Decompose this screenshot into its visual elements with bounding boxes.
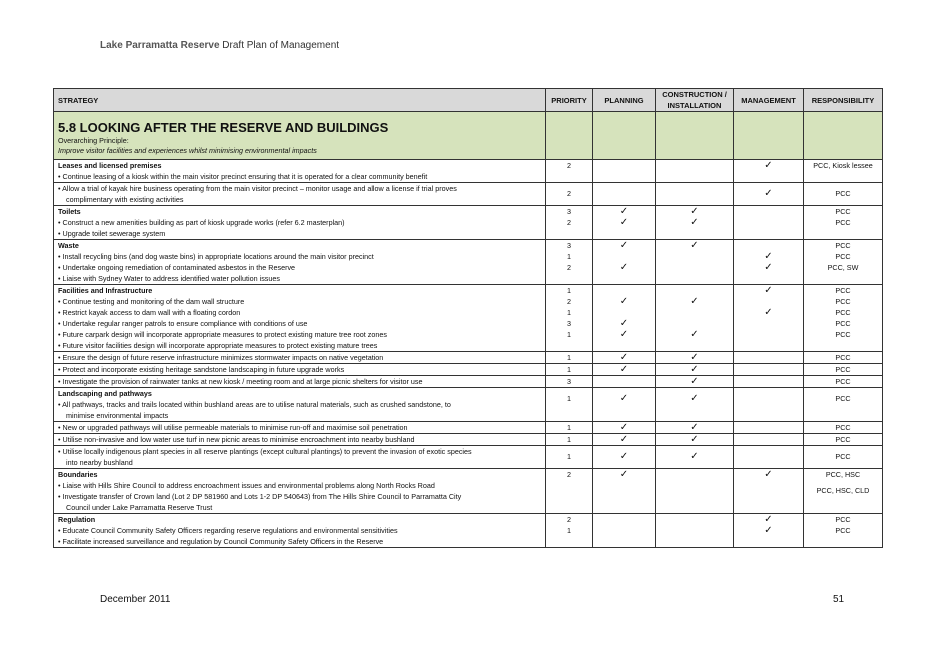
- responsibility-value: PCC, HSC: [825, 470, 861, 479]
- tick-cell: [656, 240, 734, 285]
- responsibility-cell: [804, 376, 883, 388]
- check-icon: ✓: [690, 422, 699, 433]
- responsibility-value: PCC: [835, 297, 851, 306]
- priority-value: 1: [567, 435, 571, 444]
- table-header-row: [54, 89, 883, 112]
- responsibility-cell: [804, 206, 883, 240]
- check-icon: ✓: [619, 240, 629, 251]
- planning-tick: [597, 525, 651, 536]
- tick-cell: [593, 434, 656, 446]
- strategy-item: • Future carpark design will incorporate appropriate measures to protect existing mature tree root zones: [58, 329, 541, 340]
- strategy-item: • Restrict kayak access to dam wall with a floating cordon: [58, 307, 541, 318]
- section-row: [54, 112, 883, 160]
- management-tick: [738, 446, 799, 468]
- responsibility-value: PCC: [835, 189, 851, 198]
- group-title: Facilities and Infrastructure: [58, 286, 153, 295]
- section-cell: [54, 112, 546, 160]
- responsibility-cell: [804, 352, 883, 364]
- priority-value: 3: [567, 319, 571, 328]
- check-icon: ✓: [764, 469, 773, 480]
- check-icon: ✓: [690, 364, 699, 375]
- management-tick: [738, 318, 799, 329]
- col-construction-line1: CONSTRUCTION /: [662, 90, 727, 99]
- tick-cell: [734, 376, 804, 388]
- construction-tick: [660, 251, 729, 262]
- strategy-cell: [54, 240, 546, 285]
- priority-cell: [546, 240, 593, 285]
- tick-cell: [734, 422, 804, 434]
- col-priority: PRIORITY: [546, 89, 593, 112]
- strategy-item: • Continue leasing of a kiosk within the main visitor precinct ensuring that it is operated for a clear community benefit: [58, 171, 541, 182]
- priority-value: 1: [567, 353, 571, 362]
- check-icon: ✓: [619, 393, 629, 404]
- responsibility-value: PCC: [835, 252, 851, 261]
- responsibility-value: PCC: [835, 207, 851, 216]
- tick-cell: [734, 285, 804, 352]
- strategy-cell: [54, 514, 546, 548]
- strategy-cell: [54, 160, 546, 183]
- section-empty-cell: [804, 112, 883, 160]
- check-icon: ✓: [764, 188, 773, 199]
- tick-cell: [656, 206, 734, 240]
- check-icon: ✓: [690, 217, 699, 228]
- priority-cell: [546, 434, 593, 446]
- tick-cell: [593, 469, 656, 514]
- priority-cell: [546, 352, 593, 364]
- management-tick: [738, 434, 799, 445]
- group-title: Regulation: [58, 515, 96, 524]
- priority-value: 2: [567, 218, 571, 227]
- responsibility-cell: [804, 160, 883, 183]
- planning-tick: [597, 285, 651, 296]
- strategy-item: • Upgrade toilet sewerage system: [58, 228, 541, 239]
- priority-cell: [546, 206, 593, 240]
- check-icon: ✓: [619, 469, 629, 480]
- priority-value: 2: [567, 161, 571, 170]
- priority-value: 1: [567, 526, 571, 535]
- table-row: [54, 240, 883, 285]
- strategy-cell: [54, 206, 546, 240]
- responsibility-cell: [804, 285, 883, 352]
- tick-cell: [593, 285, 656, 352]
- responsibility-value: PCC: [835, 423, 851, 432]
- strategy-item: • Educate Council Community Safety Officers regarding reserve regulations and environmental sensitivities: [58, 525, 541, 536]
- tick-cell: [734, 469, 804, 514]
- check-icon: ✓: [690, 352, 699, 363]
- priority-value: 2: [567, 189, 571, 198]
- table-row: [54, 364, 883, 376]
- section-principle: Improve visitor facilities and experiences whilst minimising environmental impacts: [58, 146, 317, 155]
- header-reserve-name: Lake Parramatta Reserve: [100, 40, 220, 51]
- strategy-item: • Liaise with Hills Shire Council to address encroachment issues and environmental problems along North Rocks Road: [58, 480, 541, 491]
- check-icon: ✓: [690, 296, 699, 307]
- construction-tick: [660, 514, 729, 525]
- group-title: Boundaries: [58, 470, 98, 479]
- tick-cell: [656, 364, 734, 376]
- strategy-item: • New or upgraded pathways will utilise permeable materials to minimise run-off and maximise soil penetration: [58, 422, 541, 433]
- strategy-table: [53, 88, 883, 548]
- responsibility-value: PCC: [835, 452, 851, 461]
- col-construction-line2: INSTALLATION: [667, 101, 722, 110]
- priority-value: 3: [567, 207, 571, 216]
- priority-value: 1: [567, 330, 571, 339]
- check-icon: ✓: [619, 262, 629, 273]
- priority-value: 2: [567, 515, 571, 524]
- priority-cell: [546, 160, 593, 183]
- table-row: [54, 446, 883, 469]
- check-icon: ✓: [690, 240, 699, 251]
- section-empty-cell: [656, 112, 734, 160]
- tick-cell: [656, 388, 734, 422]
- priority-cell: [546, 446, 593, 469]
- tick-cell: [734, 206, 804, 240]
- check-icon: ✓: [619, 217, 629, 228]
- priority-value: 3: [567, 241, 571, 250]
- responsibility-cell: [804, 388, 883, 422]
- strategy-item: • Install recycling bins (and dog waste bins) in appropriate locations around the main visitor precinct: [58, 251, 541, 262]
- construction-tick: [660, 469, 729, 480]
- check-icon: ✓: [690, 451, 699, 462]
- responsibility-cell: [804, 469, 883, 514]
- strategy-item-continuation: complimentary with existing activities: [66, 195, 184, 204]
- priority-cell: [546, 388, 593, 422]
- check-icon: ✓: [764, 514, 773, 525]
- tick-cell: [734, 240, 804, 285]
- management-tick: [738, 296, 799, 307]
- strategy-cell: [54, 285, 546, 352]
- table-row: [54, 352, 883, 364]
- tick-cell: [593, 160, 656, 183]
- responsibility-value: PCC: [835, 241, 851, 250]
- responsibility-cell: [804, 183, 883, 206]
- strategy-item: • Liaise with Sydney Water to address identified water pollution issues: [58, 273, 541, 284]
- col-management: MANAGEMENT: [734, 89, 804, 112]
- planning-tick: [597, 251, 651, 262]
- priority-cell: [546, 469, 593, 514]
- construction-tick: [660, 525, 729, 536]
- section-empty-cell: [593, 112, 656, 160]
- responsibility-value: PCC: [835, 353, 851, 362]
- col-construction: [656, 89, 734, 112]
- responsibility-value: PCC, HSC, CLD: [816, 486, 870, 495]
- responsibility-value: PCC: [835, 286, 851, 295]
- tick-cell: [734, 446, 804, 469]
- strategy-item: • Undertake ongoing remediation of contaminated asbestos in the Reserve: [58, 262, 541, 273]
- check-icon: ✓: [764, 307, 773, 318]
- section-subtitle: Overarching Principle:: [58, 136, 129, 145]
- check-icon: ✓: [690, 329, 699, 340]
- priority-value: 1: [567, 365, 571, 374]
- management-tick: [738, 376, 799, 387]
- check-icon: ✓: [764, 262, 773, 273]
- planning-tick: [597, 307, 651, 318]
- strategy-item-continuation: minimise environmental impacts: [66, 411, 169, 420]
- tick-cell: [593, 352, 656, 364]
- planning-tick: [597, 183, 651, 205]
- check-icon: ✓: [619, 422, 629, 433]
- priority-value: 1: [567, 452, 571, 461]
- responsibility-value: PCC: [835, 515, 851, 524]
- page-number: 51: [833, 594, 845, 605]
- responsibility-value: PCC: [835, 319, 851, 328]
- responsibility-value: PCC: [835, 330, 851, 339]
- check-icon: ✓: [764, 285, 773, 296]
- management-tick: [738, 206, 799, 217]
- document-header: [100, 40, 339, 51]
- priority-cell: [546, 285, 593, 352]
- strategy-item: • Utilise non-invasive and low water use turf in new picnic areas to minimise encroachment into nearby bushland: [58, 434, 541, 445]
- tick-cell: [656, 446, 734, 469]
- col-planning: PLANNING: [593, 89, 656, 112]
- tick-cell: [734, 183, 804, 206]
- planning-tick: [597, 376, 651, 387]
- construction-tick: [660, 307, 729, 318]
- responsibility-value: PCC, Kiosk lessee: [813, 161, 873, 170]
- tick-cell: [734, 434, 804, 446]
- planning-tick: [597, 160, 651, 171]
- table-row: [54, 285, 883, 352]
- tick-cell: [734, 388, 804, 422]
- management-tick: [738, 480, 799, 502]
- tick-cell: [656, 514, 734, 548]
- tick-cell: [593, 514, 656, 548]
- construction-tick: [660, 183, 729, 205]
- strategy-item: • Undertake regular ranger patrols to ensure compliance with conditions of use: [58, 318, 541, 329]
- tick-cell: [593, 422, 656, 434]
- construction-tick: [660, 285, 729, 296]
- check-icon: ✓: [619, 434, 629, 445]
- responsibility-cell: [804, 240, 883, 285]
- strategy-item: • Future visitor facilities design will incorporate appropriate measures to protect existing mature trees: [58, 340, 541, 351]
- check-icon: ✓: [690, 206, 699, 217]
- tick-cell: [656, 160, 734, 183]
- strategy-cell: [54, 422, 546, 434]
- tick-cell: [593, 376, 656, 388]
- planning-tick: [597, 514, 651, 525]
- tick-cell: [593, 446, 656, 469]
- group-title: Toilets: [58, 207, 81, 216]
- header-title: Draft Plan of Management: [219, 40, 340, 51]
- strategy-cell: [54, 183, 546, 206]
- check-icon: ✓: [764, 160, 773, 171]
- tick-cell: [656, 376, 734, 388]
- construction-tick: [660, 480, 729, 502]
- responsibility-value: PCC: [835, 308, 851, 317]
- strategy-item: • Investigate transfer of Crown land (Lot 2 DP 581960 and Lots 1-2 DP 540643) from The Hills Shire Council to Parramatta City: [58, 491, 541, 502]
- priority-value: 1: [567, 394, 571, 403]
- tick-cell: [656, 352, 734, 364]
- priority-value: 2: [567, 470, 571, 479]
- group-title: Leases and licensed premises: [58, 161, 162, 170]
- table-row: [54, 514, 883, 548]
- check-icon: ✓: [690, 434, 699, 445]
- priority-cell: [546, 422, 593, 434]
- strategy-cell: [54, 469, 546, 514]
- responsibility-value: PCC: [835, 377, 851, 386]
- tick-cell: [734, 514, 804, 548]
- tick-cell: [656, 183, 734, 206]
- footer-date: December 2011: [100, 594, 171, 605]
- responsibility-value: PCC: [835, 218, 851, 227]
- group-title: Waste: [58, 241, 79, 250]
- section-empty-cell: [546, 112, 593, 160]
- table-row: [54, 422, 883, 434]
- strategy-cell: [54, 376, 546, 388]
- strategy-cell: [54, 388, 546, 422]
- section-empty-cell: [734, 112, 804, 160]
- tick-cell: [593, 206, 656, 240]
- management-tick: [738, 329, 799, 340]
- priority-value: 2: [567, 263, 571, 272]
- strategy-item-continuation: into nearby bushland: [66, 458, 133, 467]
- strategy-cell: [54, 446, 546, 469]
- strategy-item-continuation: Council under Lake Parramatta Reserve Trust: [66, 503, 213, 512]
- check-icon: ✓: [619, 206, 629, 217]
- construction-tick: [660, 160, 729, 171]
- check-icon: ✓: [619, 318, 629, 329]
- table-row: [54, 434, 883, 446]
- priority-value: 1: [567, 423, 571, 432]
- tick-cell: [593, 183, 656, 206]
- table-row: [54, 183, 883, 206]
- strategy-item: • Facilitate increased surveillance and regulation by Council Community Safety Officers in the Reserve: [58, 536, 541, 547]
- construction-tick: [660, 318, 729, 329]
- tick-cell: [734, 352, 804, 364]
- priority-value: 1: [567, 286, 571, 295]
- table-row: [54, 388, 883, 422]
- strategy-cell: [54, 434, 546, 446]
- strategy-item: • Construct a new amenities building as part of kiosk upgrade works (refer 6.2 masterplan): [58, 217, 541, 228]
- management-tick: [738, 388, 799, 410]
- col-strategy: STRATEGY: [54, 89, 546, 112]
- planning-tick: [597, 480, 651, 502]
- responsibility-cell: [804, 422, 883, 434]
- check-icon: ✓: [690, 393, 699, 404]
- tick-cell: [656, 469, 734, 514]
- priority-value: 1: [567, 252, 571, 261]
- responsibility-cell: [804, 364, 883, 376]
- strategy-item: • Protect and incorporate existing heritage sandstone landscaping in future upgrade works: [58, 364, 541, 375]
- tick-cell: [734, 160, 804, 183]
- responsibility-cell: [804, 434, 883, 446]
- table-row: [54, 206, 883, 240]
- priority-cell: [546, 514, 593, 548]
- responsibility-cell: [804, 446, 883, 469]
- col-responsibility: RESPONSIBILITY: [804, 89, 883, 112]
- tick-cell: [593, 388, 656, 422]
- tick-cell: [593, 240, 656, 285]
- responsibility-value: PCC, SW: [827, 263, 859, 272]
- management-tick: [738, 422, 799, 433]
- check-icon: ✓: [619, 352, 629, 363]
- management-tick: [738, 364, 799, 375]
- management-tick: [738, 217, 799, 228]
- check-icon: ✓: [619, 364, 629, 375]
- tick-cell: [656, 285, 734, 352]
- check-icon: ✓: [764, 525, 773, 536]
- strategy-cell: [54, 364, 546, 376]
- responsibility-value: PCC: [835, 526, 851, 535]
- tick-cell: [734, 364, 804, 376]
- priority-value: 1: [567, 308, 571, 317]
- responsibility-value: PCC: [835, 435, 851, 444]
- table-row: [54, 160, 883, 183]
- section-title: 5.8 LOOKING AFTER THE RESERVE AND BUILDINGS: [58, 120, 389, 135]
- table-row: [54, 469, 883, 514]
- strategy-item: • Ensure the design of future reserve infrastructure minimizes stormwater impacts on native vegetation: [58, 352, 541, 363]
- responsibility-value: PCC: [835, 365, 851, 374]
- priority-cell: [546, 364, 593, 376]
- responsibility-cell: [804, 514, 883, 548]
- responsibility-value: PCC: [835, 394, 851, 403]
- strategy-cell: [54, 352, 546, 364]
- tick-cell: [656, 434, 734, 446]
- strategy-item: • Investigate the provision of rainwater tanks at new kiosk / meeting room and at large picnic shelters for visitor use: [58, 376, 541, 387]
- check-icon: ✓: [619, 451, 629, 462]
- priority-cell: [546, 183, 593, 206]
- tick-cell: [593, 364, 656, 376]
- check-icon: ✓: [764, 251, 773, 262]
- group-title: Landscaping and pathways: [58, 389, 152, 398]
- tick-cell: [656, 422, 734, 434]
- priority-value: [550, 480, 588, 502]
- strategy-item: • Continue testing and monitoring of the dam wall structure: [58, 296, 541, 307]
- management-tick: [738, 240, 799, 251]
- construction-tick: [660, 262, 729, 273]
- priority-value: 3: [567, 377, 571, 386]
- priority-cell: [546, 376, 593, 388]
- strategy-item: • All pathways, tracks and trails located within bushland areas are to utilise natural materials, such as crushed sandstone, to: [58, 399, 541, 410]
- strategy-item: • Allow a trial of kayak hire business operating from the main visitor precinct – monitor usage and allow a license if trial proves: [58, 183, 541, 194]
- table-row: [54, 376, 883, 388]
- check-icon: ✓: [619, 296, 629, 307]
- check-icon: ✓: [690, 376, 699, 387]
- priority-value: 2: [567, 297, 571, 306]
- check-icon: ✓: [619, 329, 629, 340]
- management-tick: [738, 352, 799, 363]
- strategy-item: • Utilise locally indigenous plant species in all reserve plantings (except cultural plantings) to prevent the invasion of exotic species: [58, 446, 541, 457]
